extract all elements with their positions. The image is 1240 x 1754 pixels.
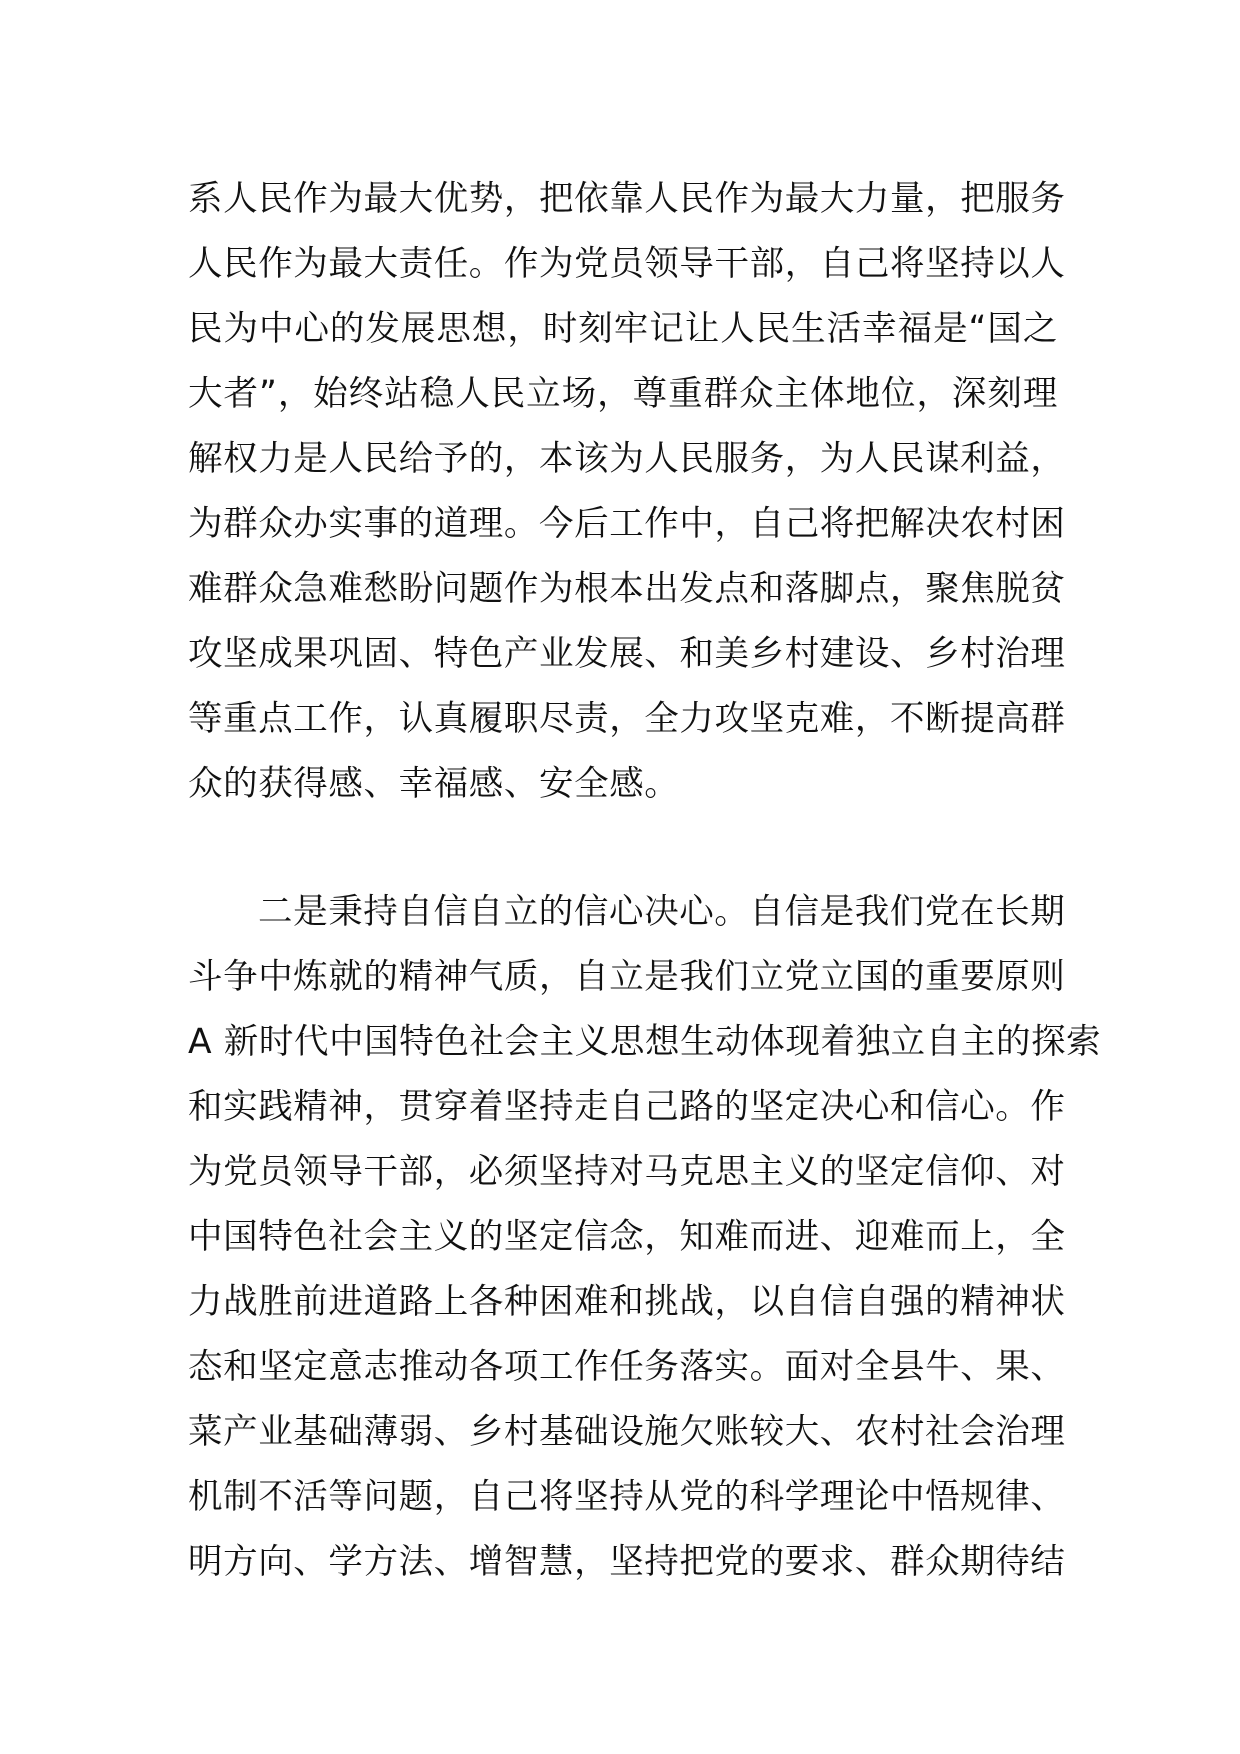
- paragraph-line: 攻坚成果巩固、特色产业发展、和美乡村建设、乡村治理: [188, 634, 1066, 674]
- paragraph-line: 力战胜前进道路上各种困难和挑战，以自信自强的精神状: [188, 1282, 1066, 1322]
- paragraph-line: 为群众办实事的道理。今后工作中，自己将把解决农村困: [188, 504, 1066, 544]
- paragraph-line: 和实践精神，贯穿着坚持走自己路的坚定决心和信心。作: [188, 1087, 1066, 1127]
- paragraph-line: A 新时代中国特色社会主义思想生动体现着独立自主的探索: [188, 1022, 1102, 1062]
- paragraph-line: 难群众急难愁盼问题作为根本出发点和落脚点，聚焦脱贫: [188, 569, 1066, 609]
- paragraph-line: 中国特色社会主义的坚定信念，知难而进、迎难而上，全: [188, 1217, 1066, 1257]
- paragraph-line: 明方向、学方法、增智慧，坚持把党的要求、群众期待结: [188, 1542, 1066, 1582]
- paragraph-line: 众的获得感、幸福感、安全感。: [188, 764, 680, 804]
- paragraph-line: 人民作为最大责任。作为党员领导干部，自己将坚持以人: [188, 244, 1066, 284]
- paragraph-line: 斗争中炼就的精神气质，自立是我们立党立国的重要原则: [188, 957, 1066, 997]
- paragraph-line: 解权力是人民给予的，本该为人民服务，为人民谋利益，: [188, 439, 1066, 479]
- paragraph-line: 为党员领导干部，必须坚持对马克思主义的坚定信仰、对: [188, 1152, 1066, 1192]
- paragraph-line: 大者”，始终站稳人民立场，尊重群众主体地位，深刻理: [188, 374, 1058, 414]
- paragraph-line: 态和坚定意志推动各项工作任务落实。面对全县牛、果、: [188, 1347, 1066, 1387]
- paragraph-line: 菜产业基础薄弱、乡村基础设施欠账较大、农村社会治理: [188, 1412, 1066, 1452]
- paragraph-line: 机制不活等问题，自己将坚持从党的科学理论中悟规律、: [188, 1477, 1066, 1517]
- paragraph-1: [188, 167, 1066, 817]
- paragraph-2: [188, 880, 1102, 1595]
- paragraph-line: 民为中心的发展思想，时刻牢记让人民生活幸福是“国之: [188, 309, 1058, 349]
- paragraph-line: 等重点工作，认真履职尽责，全力攻坚克难，不断提高群: [188, 699, 1066, 739]
- paragraph-line: 系人民作为最大优势，把依靠人民作为最大力量，把服务: [188, 179, 1066, 219]
- paragraph-line: 二是秉持自信自立的信心决心。自信是我们党在长期: [258, 892, 1066, 932]
